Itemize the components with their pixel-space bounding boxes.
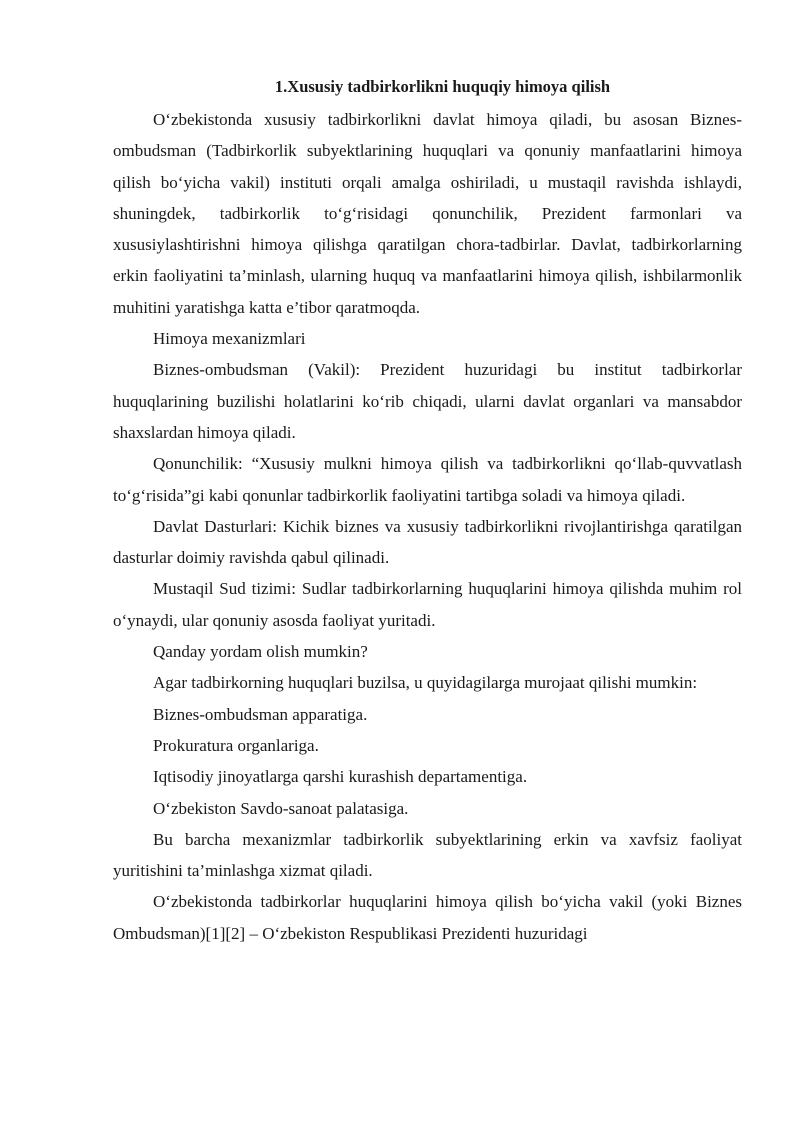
paragraph-conclusion: Bu barcha mexanizmlar tadbirkorlik subyektlarining erkin va xavfsiz faoliyat yuritishini ta’minlashga xizmat qiladi.: [113, 829, 742, 881]
paragraph-list-item-economic-crimes: Iqtisodiy jinoyatlarga qarshi kurashish departamentiga.: [153, 767, 528, 787]
paragraph-protection-mechanisms-heading: Himoya mexanizmlari: [153, 329, 306, 349]
paragraph-ombudsman-definition: O‘zbekistonda tadbirkorlar huquqlarini himoya qilish bo‘yicha vakil (yoki Biznes Ombudsman)[1][2] – O‘zbekiston Respublikasi Prezidenti huzuridagi: [113, 892, 742, 943]
paragraph-intro: O‘zbekistonda xususiy tadbirkorlikni davlat himoya qiladi, bu asosan Biznes-ombudsman (Tadbirkorlik subyektlarining huquqlari va qonuniy manfaatlarini himoya qilish bo‘yicha vakil) instituti orqali amalga oshiriladi, u mustaqil ravishda ishlaydi, shuningdek, tadbirkorlik to‘g‘risidagi qonunchilik, Prezident farmonlari va xususiylashtirishni himoya qilishga qaratilgan chora-tadbirlar. Davlat, tadbirkorlarning erkin faoliyatini ta’minlash, ularning huquq va manfaatlarini himoya qilish, ishbilarmonlik muhitini yaratishga katta e’tibor qaratmoqda.: [113, 110, 742, 317]
paragraph-list-item-chamber-of-commerce: O‘zbekiston Savdo-sanoat palatasiga.: [153, 798, 409, 818]
paragraph-list-item-prosecutor: Prokuratura organlariga.: [153, 735, 319, 755]
paragraph-how-to-get-help-heading: Qanday yordam olish mumkin?: [153, 642, 368, 662]
paragraph-independent-courts: Mustaqil Sud tizimi: Sudlar tadbirkorlarning huquqlarini himoya qilishda muhim rol o‘ynaydi, ular qonuniy asosda faoliyat yuritadi.: [113, 579, 742, 630]
section-heading: 1.Xususiy tadbirkorlikni huquqiy himoya qilish: [274, 77, 611, 96]
paragraph-list-item-ombudsman-office: Biznes-ombudsman apparatiga.: [153, 704, 368, 724]
paragraph-business-ombudsman: Biznes-ombudsman (Vakil): Prezident huzuridagi bu institut tadbirkorlar huquqlarining buzilishi holatlarini ko‘rib chiqadi, ularni davlat organlari va mansabdor shaxslardan himoya qiladi.: [113, 360, 742, 442]
paragraph-legislation: Qonunchilik: “Xususiy mulkni himoya qilish va tadbirkorlikni qo‘llab-quvvatlash to‘g‘risida”gi kabi qonunlar tadbirkorlik faoliyatini tartibga soladi va himoya qiladi.: [113, 454, 742, 505]
paragraph-if-rights-violated: Agar tadbirkorning huquqlari buzilsa, u quyidagilarga murojaat qilishi mumkin:: [153, 673, 698, 693]
paragraph-state-programs: Davlat Dasturlari: Kichik biznes va xususiy tadbirkorlikni rivojlantirishga qaratilgan dasturlar doimiy ravishda qabul qilinadi.: [113, 516, 742, 568]
